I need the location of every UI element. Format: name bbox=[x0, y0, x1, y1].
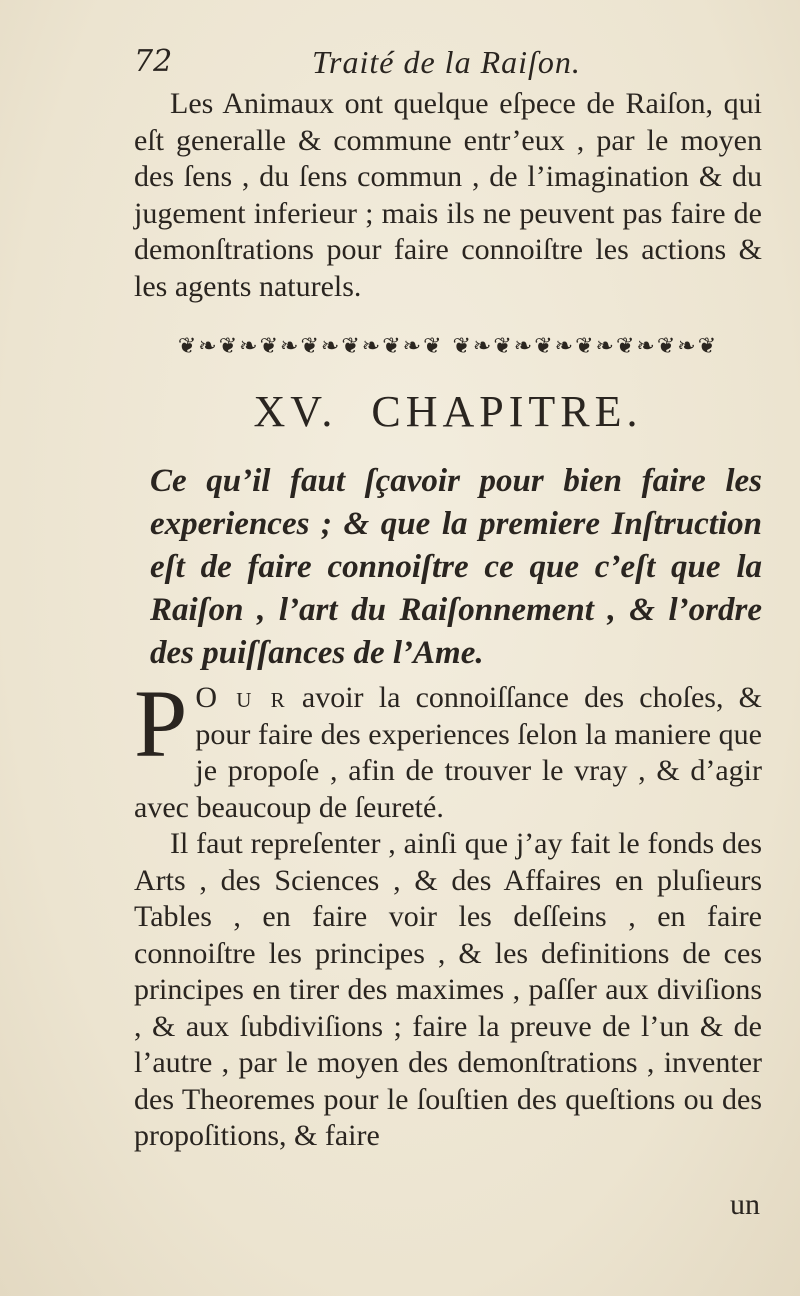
lead-smallcaps: O u r bbox=[195, 681, 287, 714]
body-paragraph-2: Il faut repreſenter , ainſi que j’ay fait le fonds des Arts , des Sciences , & des Affaires en pluſieurs Tables , en faire voir les deſſeins , en faire connoiſtre les principes , & les definitions de ces principes en tirer des maximes , paſſer aux diviſions , & aux ſubdiviſions ; faire la preuve de l’un & de l’autre , par le moyen des demonſtrations , inventer des Theoremes pour le ſouſtien des queſtions ou des propoſitions, & faire bbox=[134, 827, 762, 1152]
running-title: Traité de la Raiſon. bbox=[312, 44, 581, 80]
body-paragraph-1 bbox=[134, 670, 762, 826]
paragraph-1-text: avoir la connoiſſance des choſes, & pour faire des experiences ſelon la maniere que je propoſe , afin de trouver le vray , & d’agir avec beaucoup de ſeureté. bbox=[134, 681, 762, 824]
body-text bbox=[134, 670, 762, 1155]
decorative-ornament-band: ❦❧❦❧❦❧❦❧❦❧❦❧❦ ❦❧❦❧❦❧❦❧❦❧❦❧❦ bbox=[177, 334, 719, 359]
catchword: un bbox=[730, 1188, 760, 1221]
chapter-heading: XV. CHAPITRE. bbox=[253, 387, 643, 436]
page-number: 72 bbox=[134, 44, 173, 79]
chapter-summary: Ce qu’il faut ſçavoir pour bien faire les experiences ; & que la premiere Inſtruction eſt de faire connoiſtre ce que c’eſt que la Raiſon , l’art du Raiſonnement , & l’ordre des puiſſances de l’Ame. bbox=[150, 463, 762, 671]
intro-paragraph: Les Animaux ont quelque eſpece de Raiſon, qui eſt generalle & commune entr’eux , par le moyen des ſens , du ſens commun , de l’imagination & du jugement inferieur ; mais ils ne peuvent pas faire de demonſtrations pour faire connoiſtre les actions & les agents naturels. bbox=[134, 87, 762, 303]
page-header bbox=[134, 44, 740, 88]
drop-cap: P bbox=[134, 670, 188, 777]
